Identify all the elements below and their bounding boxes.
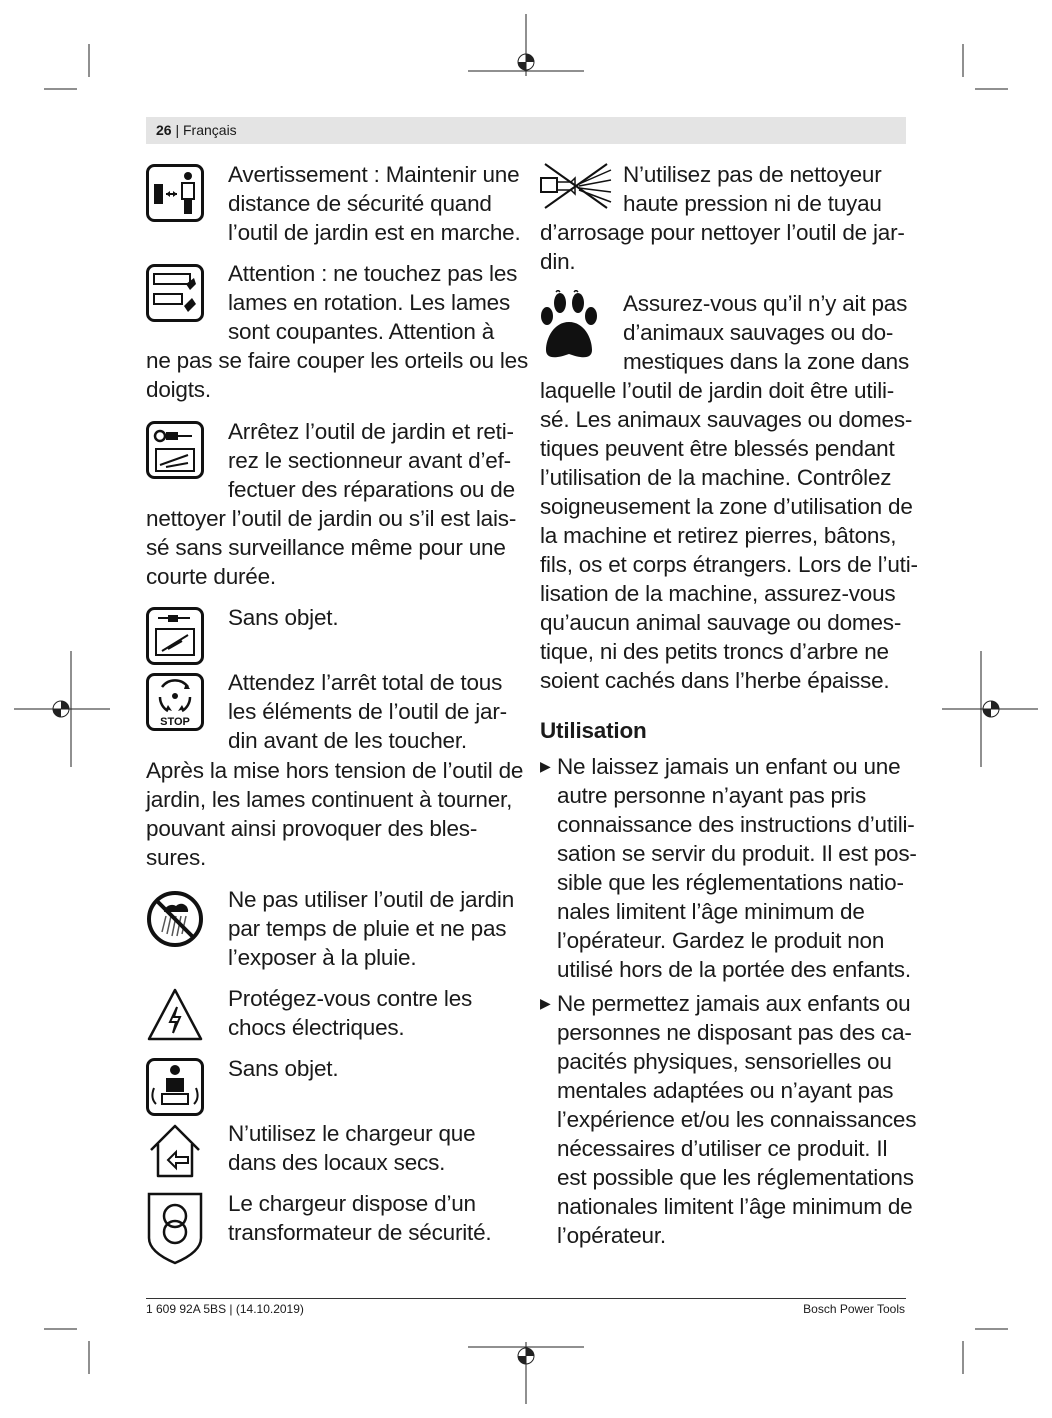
text-line: Après la mise hors tension de l’outil de (146, 758, 524, 783)
bullet-marker: ▶ (540, 995, 551, 1011)
text-line: par temps de pluie et ne pas (228, 916, 507, 941)
text-line: Assurez-vous qu’il n’y ait pas (623, 291, 908, 316)
text-line: fectuer des réparations ou de (228, 477, 515, 502)
footer-brand: Bosch Power Tools (803, 1302, 905, 1316)
safety-distance-icon (146, 164, 204, 222)
text-line: sé sans surveillance même pour une (146, 535, 506, 560)
text-line: d’arrosage pour nettoyer l’outil de jar- (540, 220, 905, 245)
text-line: l’exposer à la pluie. (228, 945, 417, 970)
text-line: ne pas se faire couper les orteils ou les (146, 348, 529, 373)
text-line: lames en rotation. Les lames (228, 290, 511, 315)
remove-key-icon (146, 421, 204, 479)
text-line: Attendez l’arrêt total de tous (228, 670, 503, 695)
text-line: Le chargeur dispose d’un (228, 1191, 476, 1216)
text-line: Ne laissez jamais un enfant ou une (557, 754, 901, 779)
text-line: sont coupantes. Attention à (228, 319, 495, 344)
text-line: sé. Les animaux sauvages ou domes- (540, 407, 913, 432)
text-line: sation se servir du produit. Il est pos- (557, 841, 917, 866)
text-line: jardin, les lames continuent à tourner, (146, 787, 513, 812)
text-line: les éléments de l’outil de jar- (228, 699, 507, 724)
text-line: nationales limitent l’âge minimum de (557, 1194, 913, 1219)
text-line: sures. (146, 845, 207, 870)
stop-blades-icon (146, 673, 204, 731)
text-line: din. (540, 249, 576, 274)
text-line: l’expérience et/ou les connaissances (557, 1107, 917, 1132)
page-number: 26 (156, 122, 172, 138)
text-line: Ne pas utiliser l’outil de jardin (228, 887, 515, 912)
text-line: Protégez-vous contre les (228, 986, 473, 1011)
text-line: nettoyer l’outil de jardin ou s’il est lais- (146, 506, 517, 531)
text-line: Ne permettez jamais aux enfants ou (557, 991, 911, 1016)
text-line: sible que les réglementations natio- (557, 870, 904, 895)
footer-rule (146, 1298, 906, 1299)
text-line: soigneusement la zone d’utilisation de (540, 494, 913, 519)
text-line: l’opérateur. (557, 1223, 666, 1248)
text-line: connaissance des instructions d’utili- (557, 812, 915, 837)
text-line: tiques peuvent être blessés pendant (540, 436, 895, 461)
animal-paw-icon (538, 290, 600, 360)
text-line: soient cachés dans l’herbe épaisse. (540, 668, 890, 693)
text-line: l’utilisation de la machine. Contrôlez (540, 465, 892, 490)
text-line: pouvant ainsi provoquer des bles- (146, 816, 478, 841)
text-line: N’utilisez pas de nettoyeur (623, 162, 882, 187)
text-line: Avertissement : Maintenir une (228, 162, 520, 187)
text-line: laquelle l’outil de jardin doit être utili- (540, 378, 895, 403)
indoor-use-icon (146, 1122, 204, 1180)
no-pressure-washer-icon (539, 160, 613, 212)
safety-transformer-icon (146, 1190, 204, 1266)
page-header (146, 117, 906, 144)
text-line: mentales adaptées ou n’ayant pas (557, 1078, 894, 1103)
no-rain-icon (146, 890, 204, 948)
rotating-blades-icon (146, 264, 204, 322)
text-line: d’animaux sauvages ou do- (623, 320, 894, 345)
text-line: pacités physiques, sensorielles ou (557, 1049, 892, 1074)
text-line: mestiques dans la zone dans (623, 349, 910, 374)
text-line: la machine et retirez pierres, bâtons, (540, 523, 897, 548)
text-line: rez le sectionneur avant d’ef- (228, 448, 511, 473)
text-line: courte durée. (146, 564, 276, 589)
text-line: dans des locaux secs. (228, 1150, 446, 1175)
text-line: lisation de la machine, assurez-vous (540, 581, 896, 606)
text-line: din avant de les toucher. (228, 728, 467, 753)
text-line: chocs électriques. (228, 1015, 405, 1040)
text-line: Attention : ne touchez pas les (228, 261, 518, 286)
text-line: nales limitent l’âge minimum de (557, 899, 865, 924)
bullet-marker: ▶ (540, 758, 551, 774)
language-label: | Français (175, 122, 237, 138)
text-line: haute pression ni de tuyau (623, 191, 882, 216)
text-line: distance de sécurité quand (228, 191, 492, 216)
text-line: Arrêtez l’outil de jardin et reti- (228, 419, 514, 444)
text-line: doigts. (146, 377, 211, 402)
stop-label: STOP (160, 716, 190, 728)
text-line: personnes ne disposant pas des ca- (557, 1020, 912, 1045)
text-line: transformateur de sécurité. (228, 1220, 492, 1245)
text-line: nécessaires d’utiliser ce produit. Il (557, 1136, 888, 1161)
text-line: Sans objet. (228, 1056, 339, 1081)
text-line: autre personne n’ayant pas pris (557, 783, 866, 808)
footer-doc-id: 1 609 92A 5BS | (14.10.2019) (146, 1302, 304, 1316)
electric-shock-icon (146, 987, 204, 1045)
text-line: qu’aucun animal sauvage ou domes- (540, 610, 902, 635)
text-line: l’opérateur. Gardez le produit non (557, 928, 885, 953)
text-line: tique, ni des petits troncs d’arbre ne (540, 639, 889, 664)
text-line: fils, os et corps étrangers. Lors de l’uti- (540, 552, 918, 577)
section-heading: Utilisation (540, 718, 647, 743)
text-line: l’outil de jardin est en marche. (228, 220, 521, 245)
text-line: Sans objet. (228, 605, 339, 630)
text-line: utilisé hors de la portée des enfants. (557, 957, 911, 982)
text-line: N’utilisez le chargeur que (228, 1121, 476, 1146)
maintenance-icon (146, 607, 204, 665)
text-line: est possible que les réglementations (557, 1165, 914, 1190)
operator-icon (146, 1058, 204, 1116)
